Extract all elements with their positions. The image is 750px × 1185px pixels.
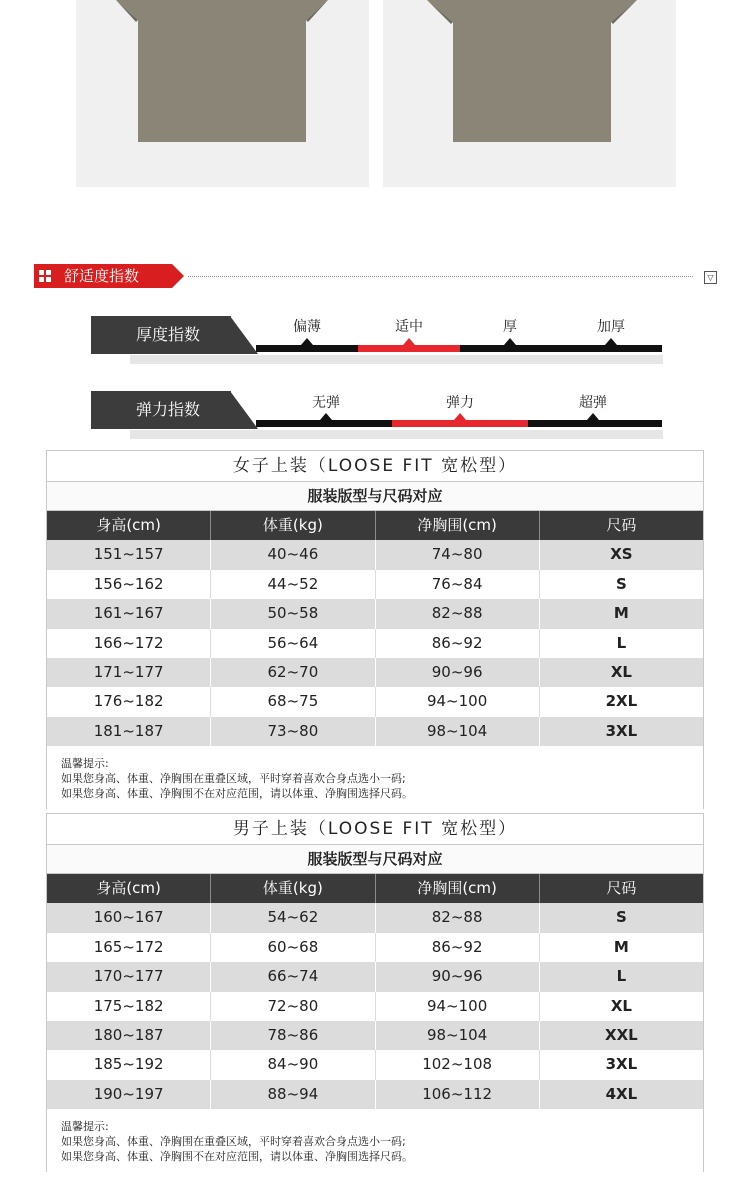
cell-height: 181~187: [47, 717, 211, 746]
men-header-chest: 净胸围(cm): [376, 874, 540, 903]
men-header-height: 身高(cm): [47, 874, 211, 903]
thickness-label-arrow: [230, 316, 258, 354]
product-photo-right: [383, 0, 676, 187]
cell-height: 160~167: [47, 903, 211, 932]
men-note-line-0: 如果您身高、体重、净胸围在重叠区域，平时穿着喜欢合身点选小一码;: [61, 1135, 406, 1149]
cell-size: XL: [610, 662, 632, 681]
table-row: [47, 570, 703, 599]
cell-weight: 56~64: [211, 629, 375, 658]
men-table-note: [47, 1109, 703, 1172]
women-note-title: 温馨提示:: [61, 757, 109, 771]
table-row: [47, 599, 703, 628]
elasticity-marker-1: [454, 413, 466, 420]
cell-chest: 102~108: [376, 1050, 540, 1079]
elasticity-label-arrow: [230, 391, 258, 429]
elasticity-track-shadow: [130, 430, 663, 439]
cell-weight: 72~80: [211, 992, 375, 1021]
table-row: [47, 903, 703, 932]
cell-size: 4XL: [605, 1084, 638, 1103]
elasticity-option-1: 弹力: [446, 395, 474, 411]
cell-weight: 73~80: [211, 717, 375, 746]
cell-chest: 98~104: [376, 1021, 540, 1050]
cell-weight: 66~74: [211, 962, 375, 991]
cell-height: 156~162: [47, 570, 211, 599]
thickness-track-shadow: [130, 355, 663, 364]
cell-size: XL: [610, 996, 632, 1015]
grid-icon: [39, 270, 52, 283]
cell-weight: 78~86: [211, 1021, 375, 1050]
table-row: [47, 933, 703, 962]
section-divider: [188, 276, 693, 277]
cell-size: XXL: [605, 1025, 638, 1044]
women-table-subtitle: 服装版型与尺码对应: [47, 482, 703, 511]
thickness-marker-0: [301, 338, 313, 345]
women-table-body: [47, 540, 703, 746]
section-title-badge: [34, 264, 172, 288]
men-table-body: [47, 903, 703, 1109]
women-header-chest: 净胸围(cm): [376, 511, 540, 540]
cell-height: 166~172: [47, 629, 211, 658]
cell-size: 3XL: [605, 1055, 638, 1074]
thickness-marker-2: [504, 338, 516, 345]
elasticity-selected-segment: [392, 420, 528, 427]
cell-size: L: [616, 633, 627, 652]
section-title: 舒适度指数: [64, 267, 140, 285]
women-table-title: 女子上装（LOOSE FIT 宽松型）: [47, 450, 703, 482]
elasticity-marker-0: [320, 413, 332, 420]
cell-height: 190~197: [47, 1080, 211, 1109]
table-row: [47, 658, 703, 687]
cell-chest: 74~80: [376, 540, 540, 569]
cell-weight: 50~58: [211, 599, 375, 628]
men-table-subtitle: 服装版型与尺码对应: [47, 845, 703, 874]
cell-height: 175~182: [47, 992, 211, 1021]
table-row: [47, 629, 703, 658]
cell-height: 176~182: [47, 687, 211, 716]
cell-chest: 86~92: [376, 629, 540, 658]
women-table-note: [47, 746, 703, 809]
table-row: [47, 992, 703, 1021]
thickness-marker-1: [403, 338, 415, 345]
men-header-size: 尺码: [606, 879, 637, 897]
table-row: [47, 1080, 703, 1109]
cell-height: 165~172: [47, 933, 211, 962]
women-size-table: [46, 450, 704, 809]
product-photo-left: [76, 0, 369, 187]
table-row: [47, 687, 703, 716]
thickness-option-1: 适中: [395, 319, 423, 335]
table-row: [47, 717, 703, 746]
elasticity-option-0: 无弹: [312, 395, 340, 411]
elasticity-marker-2: [587, 413, 599, 420]
cell-height: 151~157: [47, 540, 211, 569]
cell-size: 3XL: [605, 721, 638, 740]
women-note-line-0: 如果您身高、体重、净胸围在重叠区域，平时穿着喜欢合身点选小一码;: [61, 772, 406, 786]
cell-size: M: [613, 604, 629, 623]
men-size-table: [46, 813, 704, 1172]
cell-height: 171~177: [47, 658, 211, 687]
cell-chest: 90~96: [376, 658, 540, 687]
cell-size: M: [613, 937, 629, 956]
cell-weight: 88~94: [211, 1080, 375, 1109]
table-row: [47, 962, 703, 991]
badge-arrow: [172, 264, 184, 288]
cell-chest: 94~100: [376, 992, 540, 1021]
men-note-title: 温馨提示:: [61, 1120, 109, 1134]
cell-weight: 84~90: [211, 1050, 375, 1079]
cell-chest: 90~96: [376, 962, 540, 991]
chevron-down-icon[interactable]: ▽: [704, 271, 717, 284]
thickness-option-2: 厚: [503, 319, 517, 335]
thickness-option-3: 加厚: [597, 319, 625, 335]
cell-size: XS: [610, 545, 633, 564]
cell-chest: 94~100: [376, 687, 540, 716]
men-table-title: 男子上装（LOOSE FIT 宽松型）: [47, 813, 703, 845]
cell-height: 180~187: [47, 1021, 211, 1050]
cell-height: 161~167: [47, 599, 211, 628]
thickness-label: 厚度指数: [136, 325, 201, 344]
cell-size: S: [615, 908, 627, 927]
cell-weight: 54~62: [211, 903, 375, 932]
women-header-size: 尺码: [606, 516, 637, 534]
table-row: [47, 1021, 703, 1050]
thickness-selected-segment: [358, 345, 460, 352]
men-note-line-1: 如果您身高、体重、净胸围不在对应范围，请以体重、净胸围选择尺码。: [61, 1150, 413, 1164]
thickness-option-0: 偏薄: [293, 319, 321, 335]
table-row: [47, 1050, 703, 1079]
cell-size: L: [616, 967, 627, 986]
cell-weight: 68~75: [211, 687, 375, 716]
elasticity-option-2: 超弹: [579, 395, 607, 411]
women-note-line-1: 如果您身高、体重、净胸围不在对应范围，请以体重、净胸围选择尺码。: [61, 787, 413, 801]
cell-weight: 60~68: [211, 933, 375, 962]
cell-height: 185~192: [47, 1050, 211, 1079]
cell-size: 2XL: [605, 692, 638, 711]
cell-chest: 82~88: [376, 903, 540, 932]
women-header-height: 身高(cm): [47, 511, 211, 540]
cell-weight: 44~52: [211, 570, 375, 599]
elasticity-label: 弹力指数: [136, 400, 201, 419]
men-table-header-row: [47, 874, 703, 903]
cell-weight: 62~70: [211, 658, 375, 687]
cell-chest: 106~112: [376, 1080, 540, 1109]
women-header-weight: 体重(kg): [211, 511, 375, 540]
cell-chest: 98~104: [376, 717, 540, 746]
table-row: [47, 540, 703, 569]
cell-chest: 86~92: [376, 933, 540, 962]
cell-chest: 82~88: [376, 599, 540, 628]
thickness-marker-3: [605, 338, 617, 345]
cell-weight: 40~46: [211, 540, 375, 569]
women-table-header-row: [47, 511, 703, 540]
men-header-weight: 体重(kg): [211, 874, 375, 903]
cell-size: S: [615, 574, 627, 593]
cell-chest: 76~84: [376, 570, 540, 599]
cell-height: 170~177: [47, 962, 211, 991]
